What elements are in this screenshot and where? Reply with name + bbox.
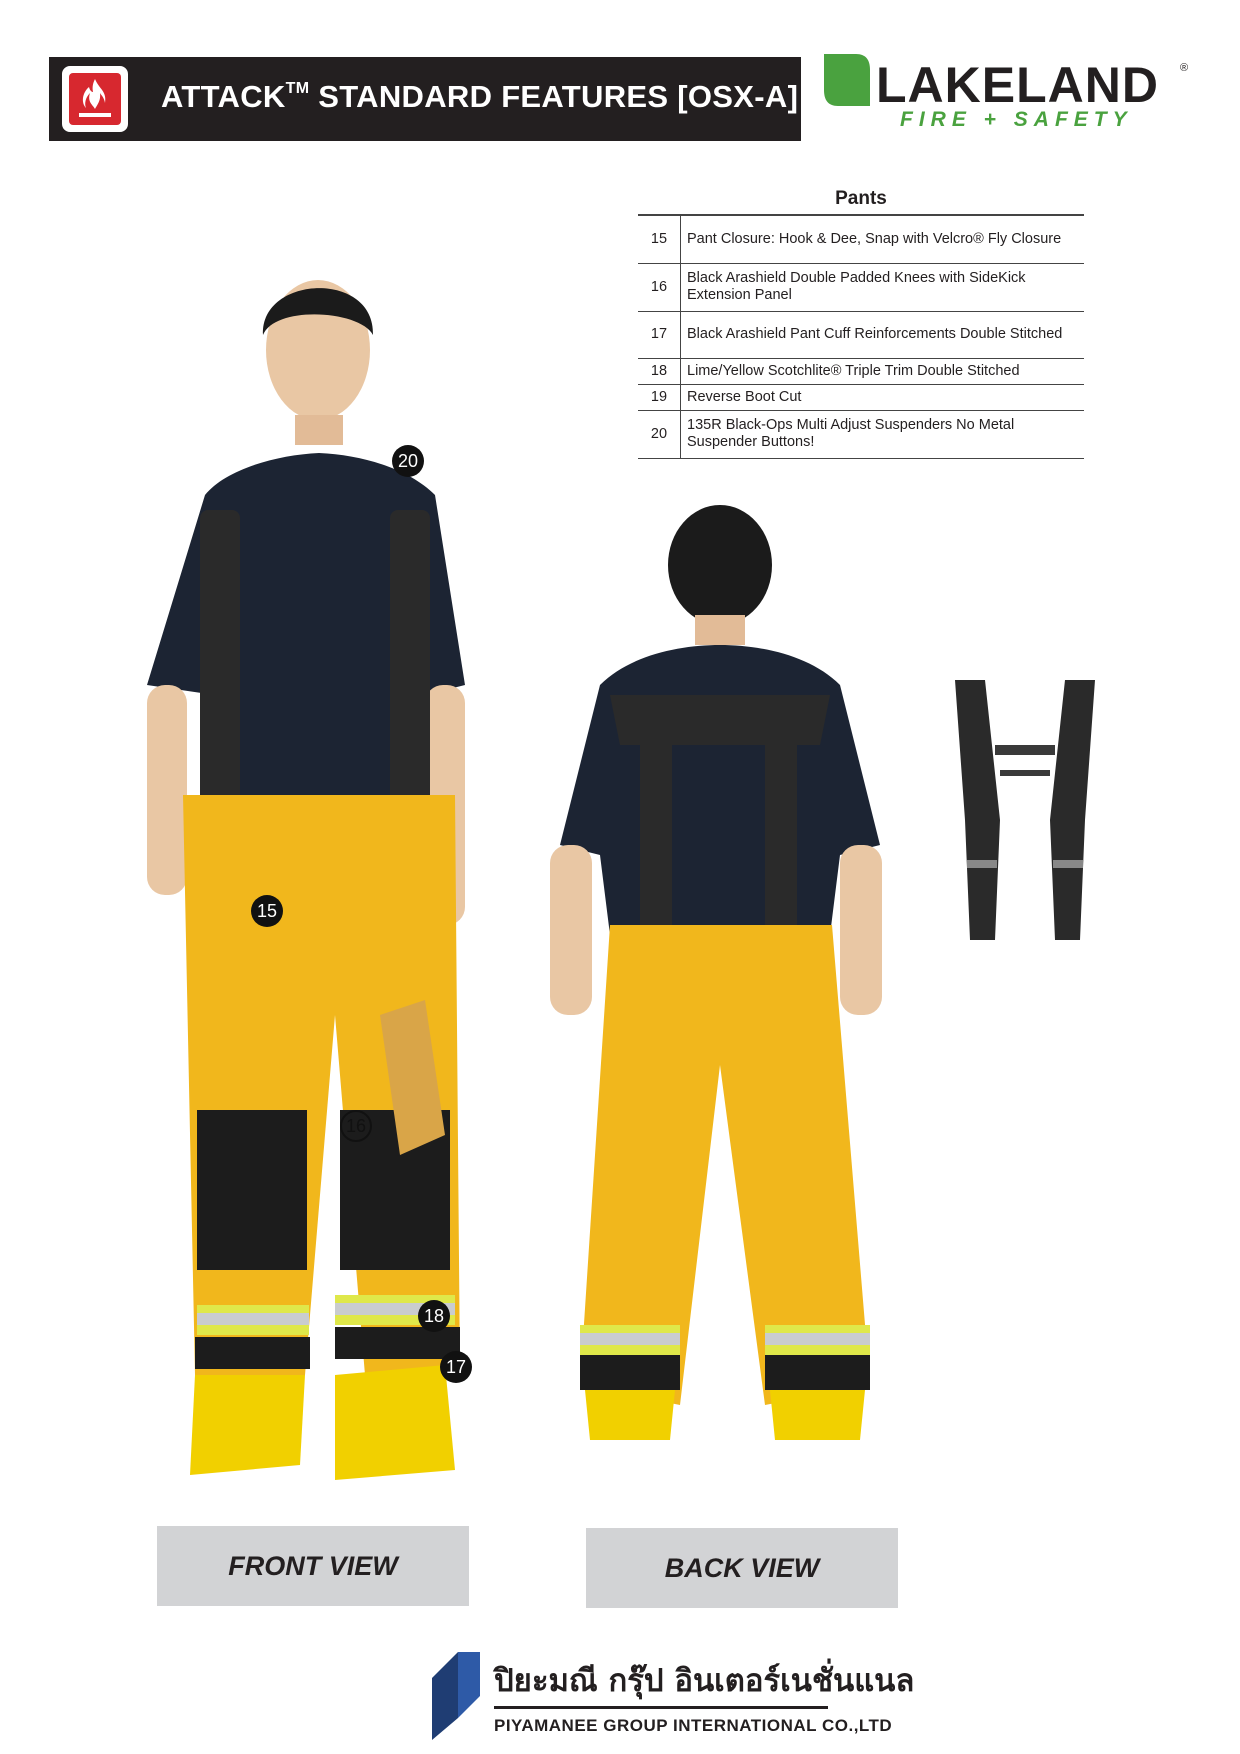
callout-marker-15: 15	[251, 895, 283, 927]
front-view-photo	[135, 255, 535, 1505]
pants-heading: Pants	[835, 188, 887, 209]
header-banner	[49, 57, 801, 141]
feature-text: Pant Closure: Hook & Dee, Snap with Velcro® Fly Closure	[687, 230, 1062, 247]
callout-marker-20: 20	[392, 445, 424, 477]
feature-number: 19	[638, 384, 681, 410]
table-row	[638, 358, 1084, 384]
back-view-label: BACK VIEW	[586, 1528, 898, 1608]
fire-icon	[62, 66, 128, 132]
feature-text: Black Arashield Pant Cuff Reinforcements Double Stitched	[687, 326, 1063, 342]
feature-text: Reverse Boot Cut	[687, 388, 802, 405]
callout-marker-18: 18	[418, 1300, 450, 1332]
feature-number: 20	[638, 410, 681, 458]
table-row	[638, 215, 1084, 263]
feature-text: 135R Black-Ops Multi Adjust Suspenders No Metal Suspender Buttons!	[687, 417, 1015, 450]
back-view-photo	[540, 505, 900, 1495]
company-name-english: PIYAMANEE GROUP INTERNATIONAL CO.,LTD	[494, 1716, 893, 1735]
page-title: ATTACK™ STANDARD FEATURES [OSX-A]	[161, 79, 799, 114]
pants-feature-table	[638, 214, 1084, 459]
table-row	[638, 410, 1084, 458]
feature-text: Black Arashield Double Padded Knees with SideKick Extension Panel	[687, 270, 1026, 303]
callout-marker-16: 16	[340, 1110, 372, 1142]
feature-text: Lime/Yellow Scotchlite® Triple Trim Double Stitched	[687, 362, 1020, 379]
brand-name: LAKELAND	[876, 57, 1159, 113]
front-view-label: FRONT VIEW	[157, 1526, 469, 1606]
company-name-thai: ปิยะมณี กรุ๊ป อินเตอร์เนชั่นแนล	[494, 1663, 915, 1699]
feature-number: 18	[638, 358, 681, 384]
footer-divider	[494, 1706, 828, 1709]
feature-number: 16	[638, 263, 681, 311]
feature-number: 15	[638, 215, 681, 263]
piyamanee-logo-icon	[428, 1648, 484, 1744]
registered-mark: ®	[1180, 62, 1189, 74]
suspender-detail-photo	[945, 670, 1105, 950]
callout-marker-17: 17	[440, 1351, 472, 1383]
table-row	[638, 311, 1084, 358]
brand-tagline: FIRE + SAFETY	[900, 108, 1133, 131]
feature-number: 17	[638, 311, 681, 358]
table-row	[638, 384, 1084, 410]
lakeland-leaf-icon	[820, 50, 872, 110]
table-row	[638, 263, 1084, 311]
